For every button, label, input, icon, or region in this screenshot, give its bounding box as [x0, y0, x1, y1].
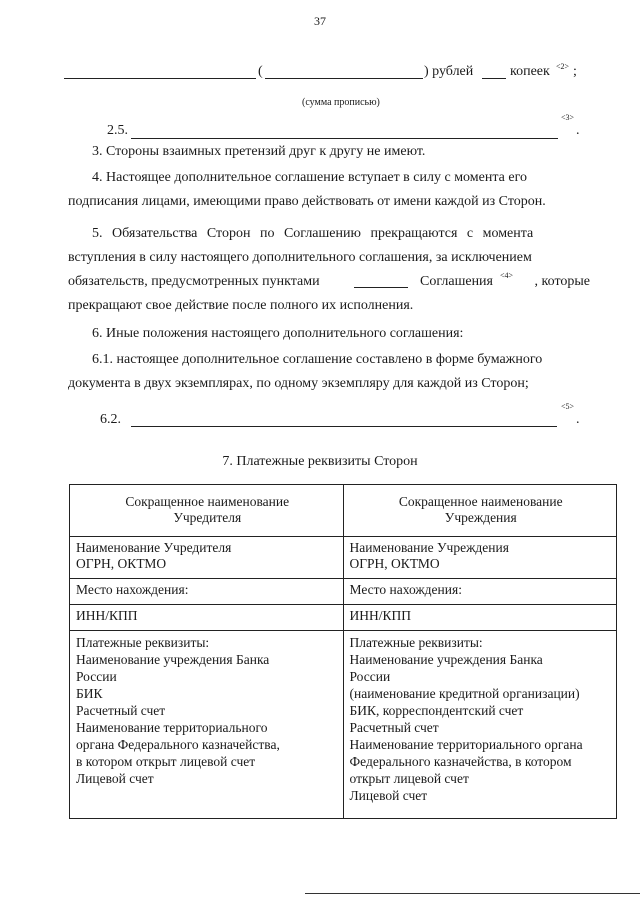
item-5-line-2: вступления в силу настоящего дополнительного соглашения, за исключением [68, 250, 532, 265]
item-2-5-number: 2.5. [107, 123, 128, 138]
footnote-4: <4> [500, 271, 514, 280]
item-3-text: 3. Стороны взаимных претензий друг к другу не имеют. [92, 144, 426, 159]
item-2-5-blank-line [131, 138, 558, 139]
amount-words-blank-line [265, 78, 423, 79]
item-5-line-3-b: Соглашения [420, 274, 493, 289]
rubles-label: ) рублей [424, 64, 474, 79]
item-4-line-1: 4. Настоящее дополнительное соглашение вступает в силу с момента его [92, 170, 527, 185]
founder-name-cell: Наименование Учредителя ОГРН, ОКТМО [70, 537, 344, 579]
institution-header-cell: Сокращенное наименование Учреждения [343, 485, 617, 537]
item-6-2-end: . [576, 412, 580, 427]
footnote-3: <3> [561, 113, 575, 122]
item-5-line-1: 5. Обязательства Сторон по Соглашению прекращаются с момента [92, 226, 534, 241]
item-5-line-3-a: обязательств, предусмотренных пунктами [68, 274, 320, 289]
amount-caption: (сумма прописью) [302, 97, 380, 108]
item-4-paragraph [68, 166, 596, 214]
founder-header-cell: Сокращенное наименование Учредителя [70, 485, 344, 537]
institution-inn-cell: ИНН/КПП [343, 605, 617, 631]
founder-payment-cell: Платежные реквизиты: Наименование учреждения Банка России БИК Расчетный счет Наименование территориального органа Федерального казначейства, в котором открыт лицевой счет Лицевой счет [70, 631, 344, 819]
table-row [70, 631, 617, 819]
page-number: 37 [314, 14, 326, 28]
institution-location-cell: Место нахождения: [343, 579, 617, 605]
item-4-line-2: подписания лицами, имеющими право действовать от имени каждой из Сторон. [68, 194, 546, 209]
footnote-2: <2> [556, 62, 570, 71]
item-6-2-blank-line [131, 426, 557, 427]
section-title: 7. Платежные реквизиты Сторон [222, 454, 418, 469]
item-6-1-line-1: 6.1. настоящее дополнительное соглашение составлено в форме бумажного [92, 352, 543, 367]
kopeks-label: копеек [510, 64, 550, 79]
table-row [70, 605, 617, 631]
page-bottom-rule [305, 893, 640, 894]
founder-inn-cell: ИНН/КПП [70, 605, 344, 631]
institution-name-cell: Наименование Учреждения ОГРН, ОКТМО [343, 537, 617, 579]
item-2-5-end: . [576, 123, 580, 138]
item-5-paragraph [68, 222, 596, 318]
item-6-1-line-2: документа в двух экземплярах, по одному экземпляру для каждой из Сторон; [68, 376, 529, 391]
points-blank-line [354, 287, 408, 288]
kopeks-blank-line [482, 78, 506, 79]
item-5-line-4: прекращают свое действие после полного их исполнения. [68, 298, 414, 313]
footnote-5: <5> [561, 402, 575, 411]
table-row [70, 579, 617, 605]
table-row [70, 485, 617, 537]
item-5-line-3-c: , которые [534, 274, 590, 289]
item-6-1-paragraph [68, 348, 596, 396]
sum-line-end: ; [573, 64, 577, 79]
item-6-text: 6. Иные положения настоящего дополнительного соглашения: [92, 326, 464, 341]
amount-paren-open: ( [258, 64, 263, 79]
item-6-2-number: 6.2. [100, 412, 121, 427]
payment-details-table [69, 484, 617, 819]
amount-blank-line [64, 78, 256, 79]
table-row [70, 537, 617, 579]
founder-location-cell: Место нахождения: [70, 579, 344, 605]
institution-payment-cell: Платежные реквизиты: Наименование учреждения Банка России (наименование кредитной организации) БИК, корреспондентский счет Расчетный счет Наименование территориального органа Федерального казначейства, в котором открыт лицевой счет Лицевой счет [343, 631, 617, 819]
